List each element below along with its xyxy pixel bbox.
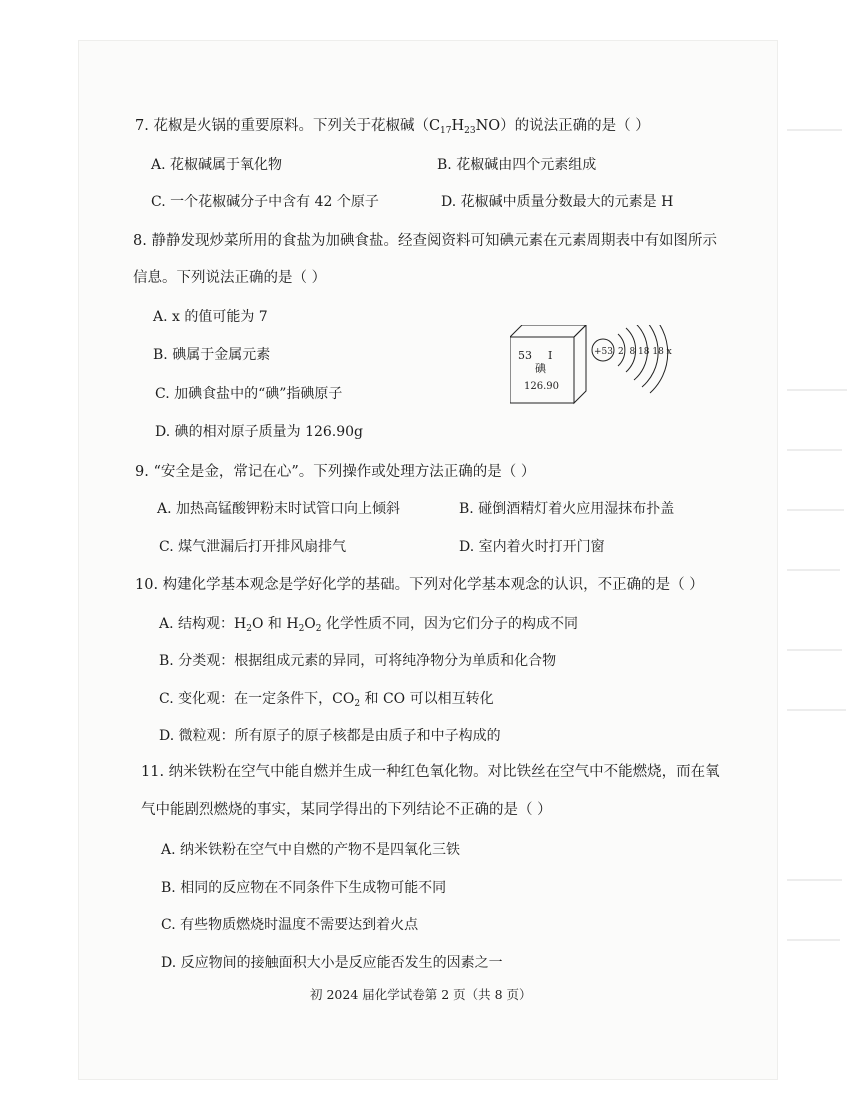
q10-option-b[interactable]: B. 分类观：根据组成元素的异同，可将纯净物分为单质和化合物 [159, 653, 557, 669]
q8-stem-line2: 信息。下列说法正确的是（ ） [133, 270, 327, 286]
q7-formula-h: H [451, 118, 465, 134]
q9-stem: 9. “安全是金，常记在心”。下列操作或处理方法正确的是（ ） [135, 464, 536, 480]
q10-c-part2: 和 CO 可以相互转化 [360, 691, 494, 707]
q10-option-d[interactable]: D. 微粒观：所有原子的原子核都是由质子和中子构成的 [159, 728, 501, 744]
q7-stem-part1: 7. 花椒是火锅的重要原料。下列关于花椒碱（C [135, 118, 441, 134]
q8-option-c[interactable]: C. 加碘食盐中的“碘”指碘原子 [155, 386, 343, 402]
q7-option-b[interactable]: B. 花椒碱由四个元素组成 [437, 157, 597, 173]
q7-h-subscript: 23 [464, 126, 476, 136]
q7-option-d[interactable]: D. 花椒碱中质量分数最大的元素是 H [441, 194, 674, 210]
q10-option-a[interactable] [159, 614, 578, 639]
q8-option-a[interactable]: A. x 的值可能为 7 [153, 309, 268, 325]
q11-option-b[interactable]: B. 相同的反应物在不同条件下生成物可能不同 [161, 880, 447, 896]
q11-option-c[interactable]: C. 有些物质燃烧时温度不需要达到着火点 [161, 917, 419, 933]
q10-a-o: O [304, 616, 316, 632]
element-symbol: I [548, 349, 553, 362]
atom-diagram [592, 325, 668, 393]
q10-a-part3: 化学性质不同，因为它们分子的构成不同 [321, 616, 578, 632]
element-mass: 126.90 [524, 381, 559, 392]
q9-option-d[interactable]: D. 室内着火时打开门窗 [459, 539, 605, 555]
q10-stem: 10. 构建化学基本观念是学好化学的基础。下列对化学基本观念的认识，不正确的是（ ） [135, 577, 704, 593]
q7-c-subscript: 17 [440, 126, 452, 136]
element-number: 53 [518, 349, 532, 362]
q10-c-part1: C. 变化观：在一定条件下，CO [159, 691, 355, 707]
iodine-figure [510, 325, 680, 405]
q9-option-a[interactable]: A. 加热高锰酸钾粉末时试管口向上倾斜 [157, 501, 401, 517]
q8-option-d[interactable]: D. 碘的相对原子质量为 126.90g [155, 424, 364, 440]
q10-a-sub1: 2 [246, 624, 252, 634]
q7-stem-part2: NO）的说法正确的是（ ） [475, 118, 650, 134]
q10-a-sub3: 2 [315, 624, 322, 634]
element-name: 碘 [535, 362, 546, 375]
q10-c-sub: 2 [354, 699, 361, 709]
q8-option-b[interactable]: B. 碘属于金属元素 [153, 347, 271, 363]
q9-option-b[interactable]: B. 碰倒酒精灯着火应用湿抹布扑盖 [459, 501, 675, 517]
q7-stem [135, 116, 650, 141]
q10-option-c[interactable] [159, 689, 494, 714]
q7-option-c[interactable]: C. 一个花椒碱分子中含有 42 个原子 [151, 194, 379, 210]
margin-bleed-marks [782, 120, 852, 980]
q11-option-a[interactable]: A. 纳米铁粉在空气中自燃的产物不是四氧化三铁 [161, 842, 461, 858]
q7-option-a[interactable]: A. 花椒碱属于氧化物 [151, 157, 283, 173]
nucleus-charge: +53 [594, 347, 613, 357]
page-footer: 初 2024 届化学试卷第 2 页（共 8 页） [310, 987, 532, 1002]
q11-stem-line2: 气中能剧烈燃烧的事实，某同学得出的下列结论不正确的是（ ） [141, 802, 552, 818]
q11-stem-line1: 11. 纳米铁粉在空气中能自燃并生成一种红色氧化物。对比铁丝在空气中不能燃烧，而在氧 [141, 764, 720, 780]
q9-option-c[interactable]: C. 煤气泄漏后打开排风扇排气 [159, 539, 347, 555]
electron-shells: 2 8 18 18 x [618, 347, 672, 357]
q10-a-sub2: 2 [298, 624, 305, 634]
q10-a-part1: A. 结构观：H [159, 616, 247, 632]
q8-stem-line1: 8. 静静发现炒菜所用的食盐为加碘食盐。经查阅资料可知碘元素在元素周期表中有如图所示 [133, 233, 717, 249]
q10-a-part2: O 和 H [251, 616, 299, 632]
q11-option-d[interactable]: D. 反应物间的接触面积大小是反应能否发生的因素之一 [161, 955, 503, 971]
